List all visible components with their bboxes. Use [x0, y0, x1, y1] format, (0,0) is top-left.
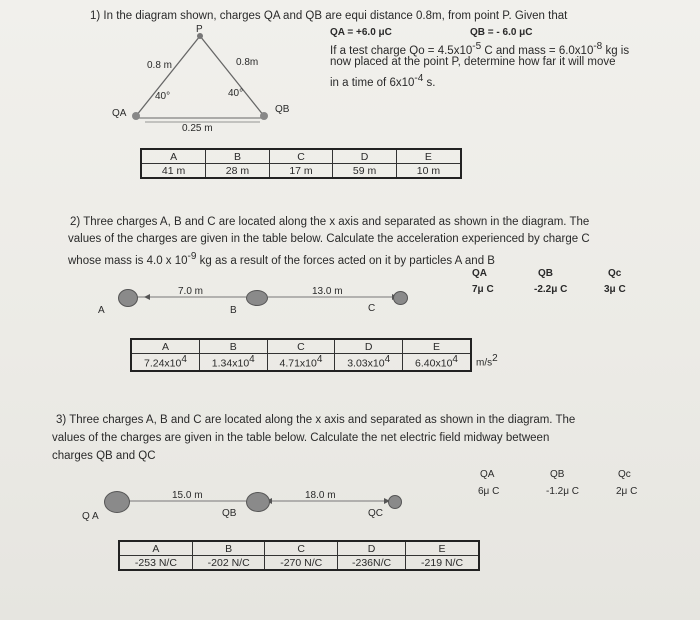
answer-header-e: E [403, 339, 471, 354]
q1-body-line1: If a test charge $Qo = 4.5x10^{-5}$ C and mass = $6.0x10^{-8}$ kg is [330, 41, 630, 57]
q3-charge-value-b: -1.2μ C [546, 486, 579, 497]
q3-line2: values of the charges are given in the table below. Calculate the net electric field midway between [52, 432, 550, 444]
answer-header-c: C [265, 541, 338, 556]
q1-point-p: P [196, 24, 203, 35]
table-row [119, 541, 479, 556]
q2-charge-label-b: QB [538, 268, 553, 279]
answer-header-d: D [333, 149, 397, 164]
answer-value-a: $7.24x10^4$ [131, 354, 199, 371]
answer-header-a: A [141, 149, 206, 164]
q3-distance-ab: 15.0 m [172, 490, 203, 501]
answer-header-e: E [406, 541, 479, 556]
q1-left-side-label: 0.8 m [147, 60, 173, 71]
q3-distance-bc: 18.0 m [305, 490, 336, 501]
q2-label-c: C [368, 303, 376, 314]
q3-charge-value-a: 6μ C [478, 486, 500, 497]
q2-label-a: A [98, 305, 105, 316]
answer-value-c: -270 N/C [265, 556, 338, 571]
answer-value-d: $3.03x10^4$ [335, 354, 403, 371]
answer-value-c: $4.71x10^4$ [267, 354, 335, 371]
q2-distance-ab: 7.0 m [178, 286, 204, 297]
answer-value-d: 59 m [333, 164, 397, 179]
answer-header-d: D [335, 339, 403, 354]
answer-header-c: C [267, 339, 335, 354]
q2-line1: 2) Three charges A, B and C are located along the x axis and separated as shown in the diagram. The [70, 216, 590, 228]
q2-distance-bc: 13.0 m [312, 286, 343, 297]
q3-line1: 3) Three charges A, B and C are located along the x axis and separated as shown in the diagram. The [56, 414, 576, 426]
q2-line2: values of the charges are given in the table below. Calculate the acceleration experienced by charge C [68, 233, 590, 245]
q1-right-angle: 40° [228, 88, 244, 99]
q3-answer-table [118, 540, 480, 571]
q3-label-qc: QC [368, 508, 383, 519]
q3-charge-a [104, 491, 130, 513]
q3-line3: charges QB and QC [52, 450, 156, 462]
q3-charge-label-c: Qc [618, 469, 631, 480]
q1-qa-value: QA = +6.0 μC [330, 27, 392, 38]
answer-header-b: B [199, 339, 267, 354]
q2-charge-value-a: 7μ C [472, 284, 494, 295]
q1-right-side-label: 0.8m [236, 57, 259, 68]
answer-value-e: -219 N/C [406, 556, 479, 571]
answer-value-b: $1.34x10^4$ [199, 354, 267, 371]
answer-value-a: -253 N/C [119, 556, 192, 571]
answer-header-d: D [338, 541, 406, 556]
answer-value-d: -236N/C [338, 556, 406, 571]
answer-value-b: -202 N/C [192, 556, 265, 571]
q1-heading: 1) In the diagram shown, charges QA and QB are equi distance 0.8m, from point P. Given that [90, 10, 568, 22]
q2-unit: $m/s^2$ [476, 353, 498, 369]
q2-charge-value-c: 3μ C [604, 284, 626, 295]
answer-value-e: $6.40x10^4$ [403, 354, 471, 371]
q1-base-label: 0.25 m [182, 123, 213, 134]
q1-qa-label: QA [112, 108, 127, 119]
q2-charge-value-b: -2.2μ C [534, 284, 568, 295]
answer-value-a: 41 m [141, 164, 206, 179]
q3-label-qb: QB [222, 508, 237, 519]
q3-charge-value-c: 2μ C [616, 486, 638, 497]
q3-charge-label-b: QB [550, 469, 565, 480]
q3-label-qa: Q A [82, 511, 99, 522]
answer-header-a: A [131, 339, 199, 354]
answer-header-a: A [119, 541, 192, 556]
answer-value-b: 28 m [206, 164, 270, 179]
answer-header-e: E [396, 149, 461, 164]
q2-line3: whose mass is 4.0 x $10^{-9}$ kg as a result of the forces acted on it by particles A and B [68, 251, 495, 267]
q1-left-angle: 40° [155, 91, 171, 102]
q1-body-line2: now placed at the point P, determine how far it will move [330, 56, 616, 68]
answer-header-b: B [192, 541, 265, 556]
q1-qb-value: QB = - 6.0 μC [470, 27, 533, 38]
q2-label-b: B [230, 305, 237, 316]
q2-charge-label-c: Qc [608, 268, 622, 279]
q1-body-line3: in a time of $6x10^{-4}$ s. [330, 73, 436, 89]
answer-header-b: B [206, 149, 270, 164]
q2-charge-label-a: QA [472, 268, 487, 279]
answer-value-e: 10 m [396, 164, 461, 179]
q3-charge-b [246, 492, 270, 512]
q3-charge-label-a: QA [480, 469, 495, 480]
q1-qb-label: QB [275, 104, 290, 115]
answer-value-c: 17 m [269, 164, 333, 179]
answer-header-c: C [269, 149, 333, 164]
q3-charge-c [388, 495, 402, 509]
table-row [119, 556, 479, 571]
